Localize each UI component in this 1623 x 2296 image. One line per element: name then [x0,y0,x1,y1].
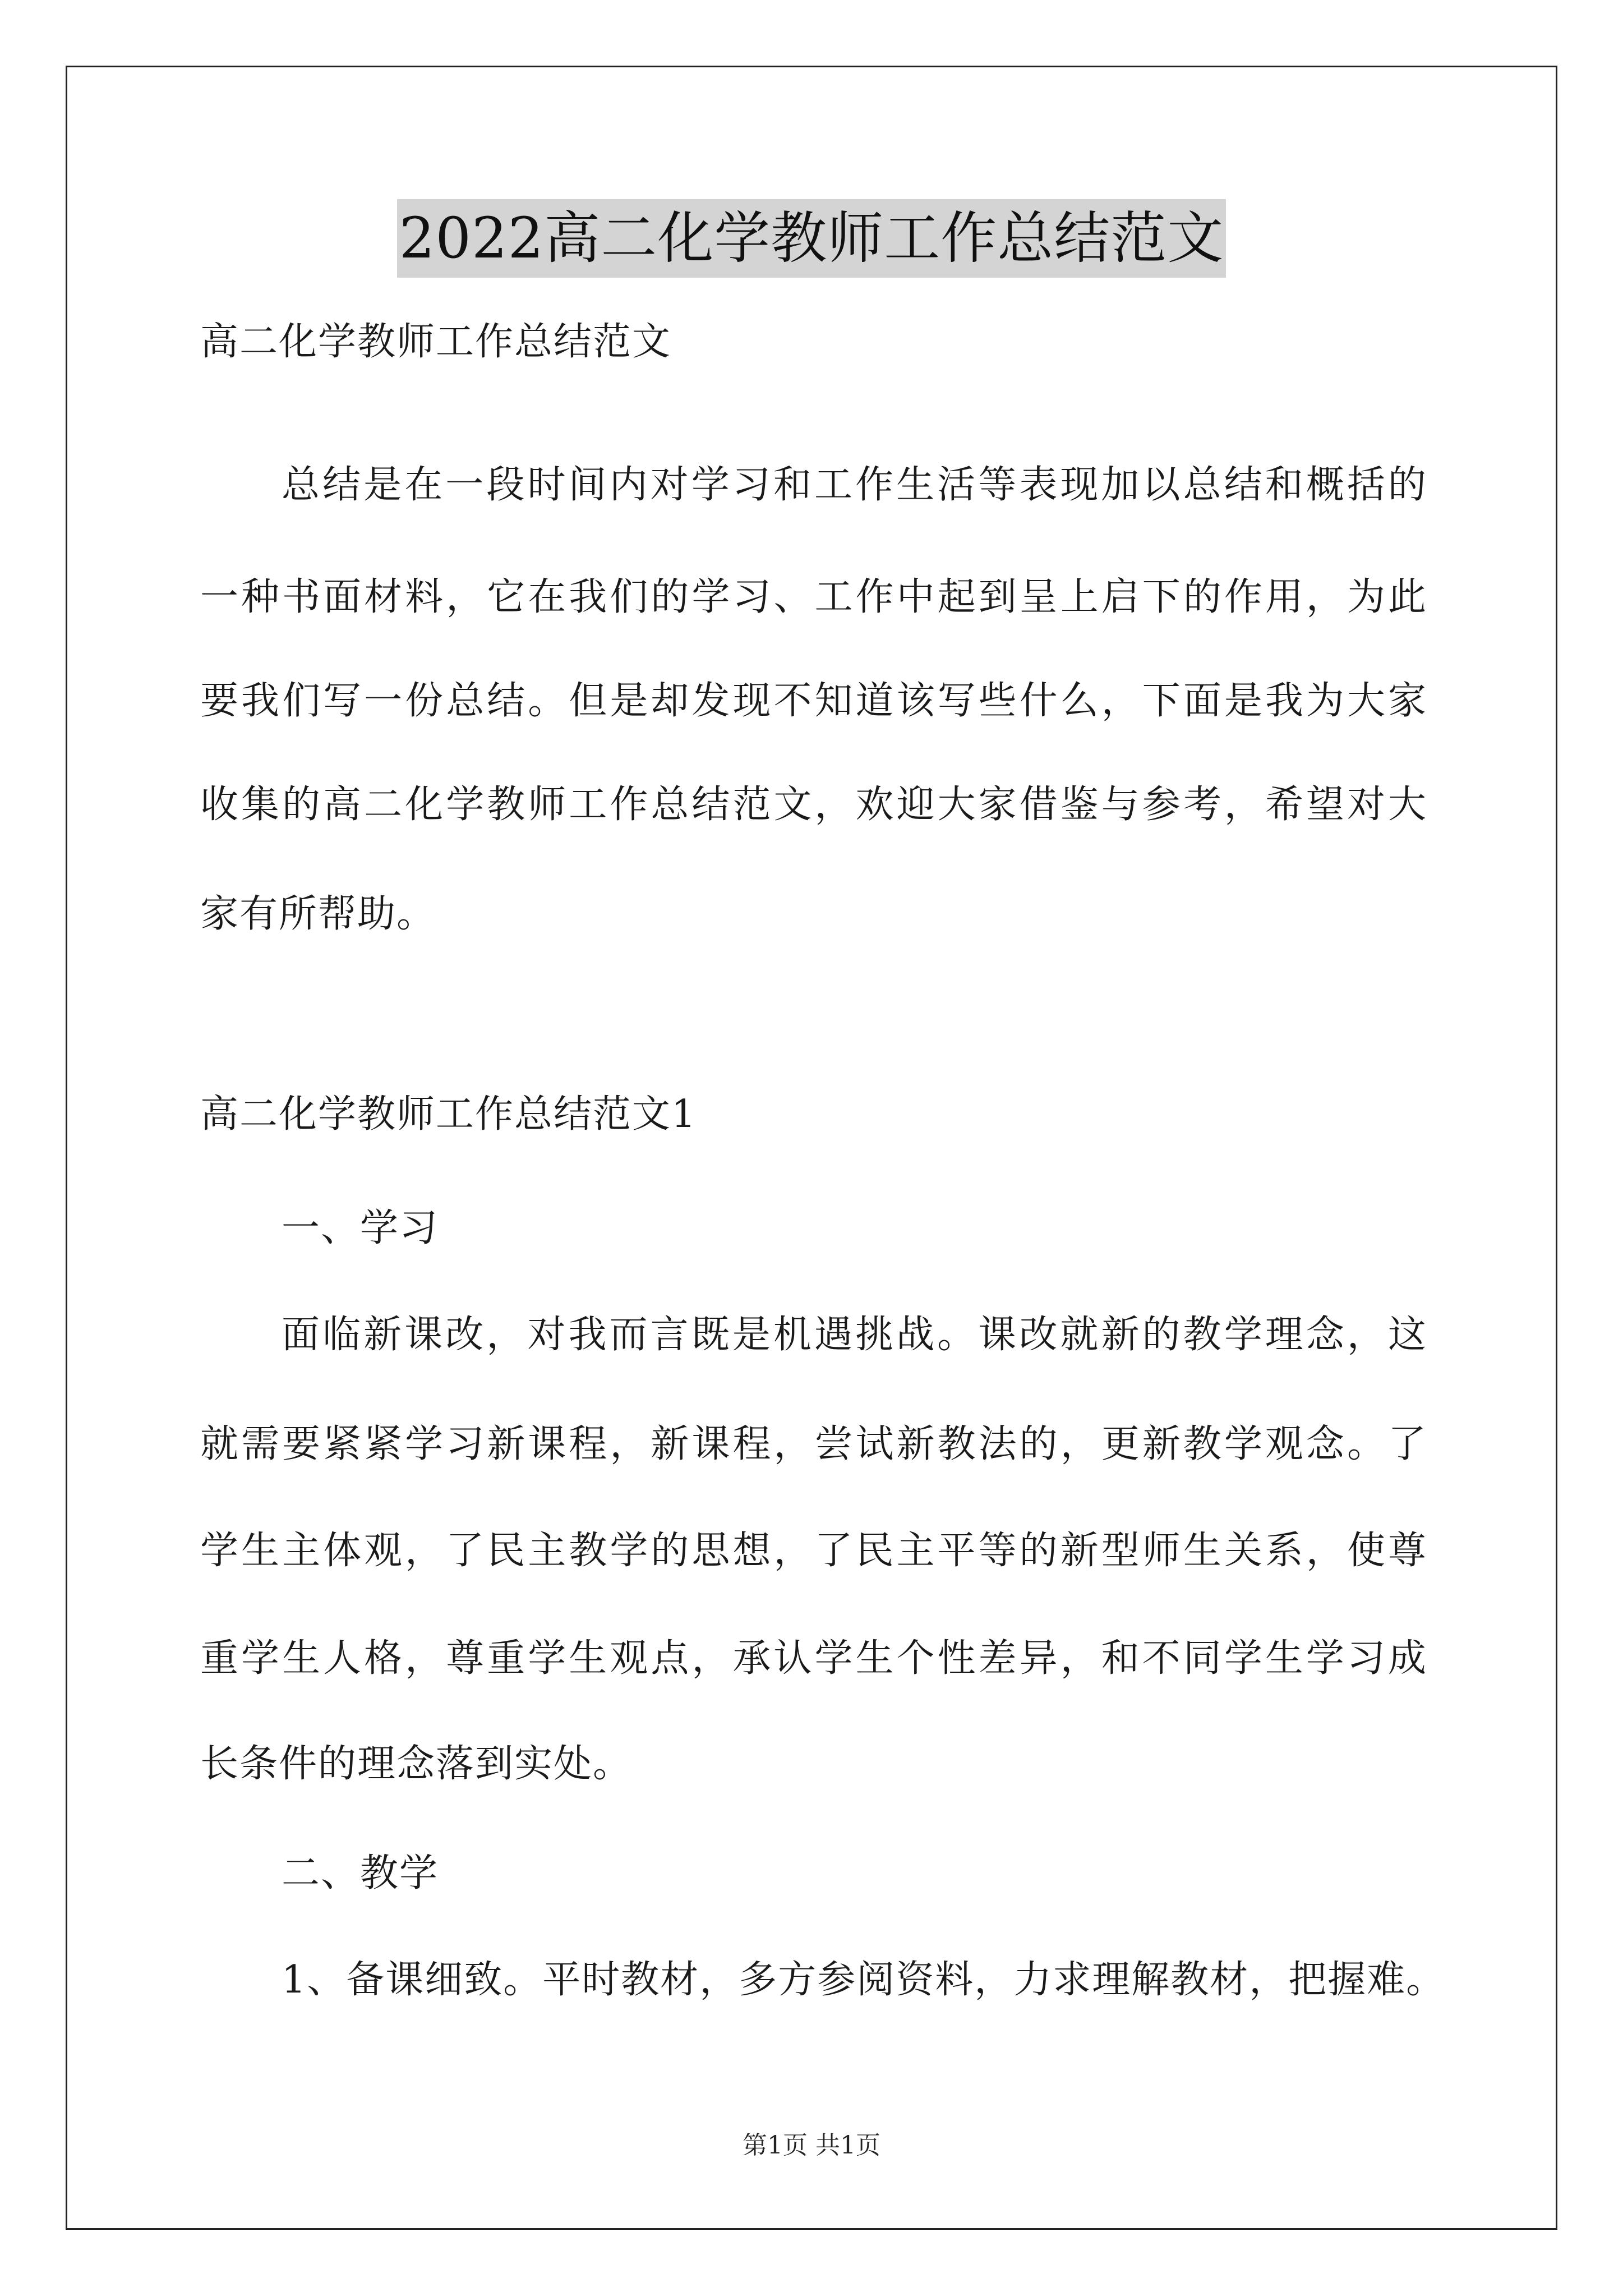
paragraph-line: 1、备课细致。平时教材，多方参阅资料，力求理解教材，把握难。 [282,1958,1446,2002]
paragraph-line: 一种书面材料，它在我们的学习、工作中起到呈上启下的作用，为此 [200,575,1427,619]
paragraph-line: 长条件的理念落到实处。 [200,1742,633,1786]
page-border [66,66,1557,2230]
section-heading: 高二化学教师工作总结范文1 [200,1092,697,1137]
title-container [0,199,1623,278]
paragraph-line: 总结是在一段时间内对学习和工作生活等表现加以总结和概括的 [282,463,1427,507]
paragraph-line: 重学生人格，尊重学生观点，承认学生个性差异，和不同学生学习成 [200,1636,1427,1681]
document-title: 2022高二化学教师工作总结范文 [397,199,1227,278]
subsection-heading: 一、学习 [282,1206,439,1250]
paragraph-line: 面临新课改，对我而言既是机遇挑战。课改就新的教学理念，这 [282,1313,1427,1357]
paragraph-line: 就需要紧紧学习新课程，新课程，尝试新教法的，更新教学观念。了 [200,1422,1427,1466]
subtitle-line: 高二化学教师工作总结范文 [200,320,672,364]
paragraph-line: 要我们写一份总结。但是却发现不知道该写些什么，下面是我为大家 [200,679,1427,723]
paragraph-line: 学生主体观，了民主教学的思想，了民主平等的新型师生关系，使尊 [200,1529,1427,1573]
subsection-heading: 二、教学 [282,1851,439,1895]
paragraph-line: 收集的高二化学教师工作总结范文，欢迎大家借鉴与参考，希望对大 [200,783,1427,827]
paragraph-line: 家有所帮助。 [200,892,436,936]
page-footer: 第1页 共1页 [743,2131,880,2160]
